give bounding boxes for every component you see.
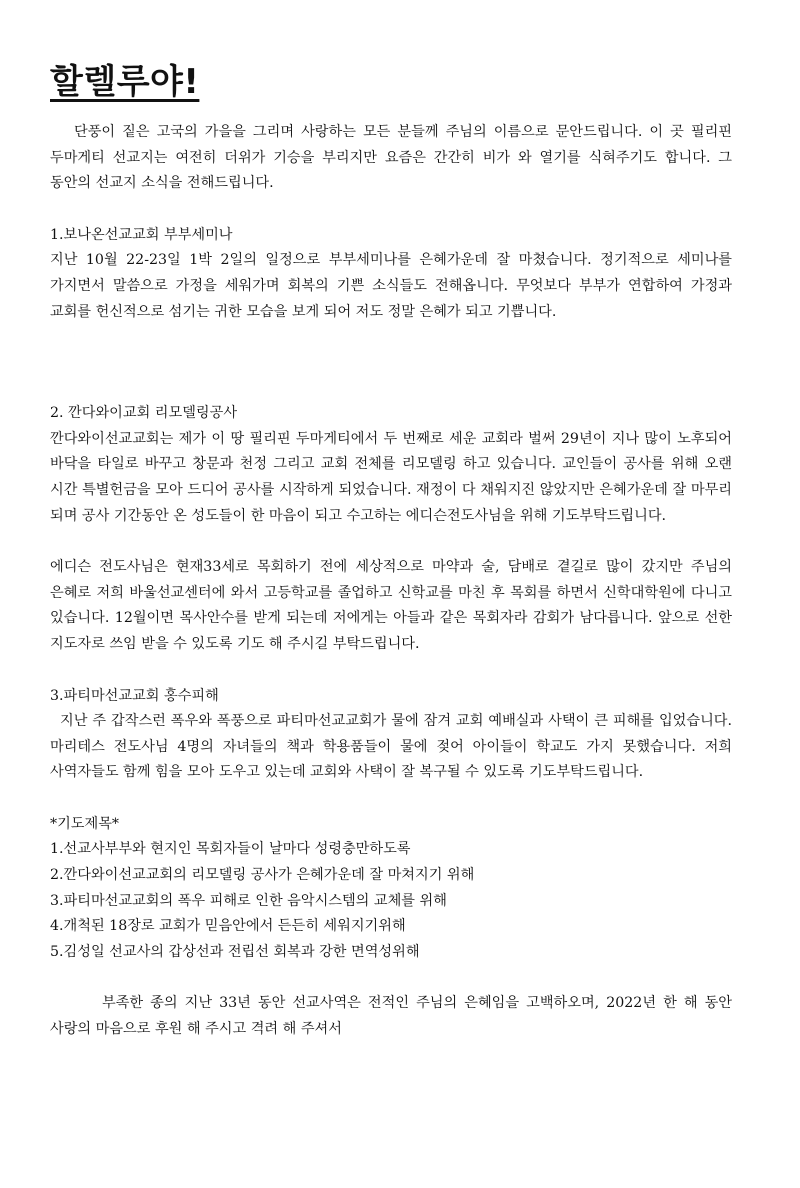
intro-paragraph: 단풍이 짙은 고국의 가을을 그리며 사랑하는 모든 분들께 주님의 이름으로 문안드립니다. 이 곳 필리핀 두마게티 선교지는 여전히 더위가 기승을 부리지만 요즘은 간간히 비가 와 열기를 식혀주기도 합니다. 그 동안의 선교지 소식을 전해드립니다. bbox=[50, 124, 732, 192]
section-flood bbox=[50, 684, 732, 786]
prayer-item: 5.김성일 선교사의 갑상선과 전립선 회복과 강한 면역성위해 bbox=[50, 943, 420, 960]
section-body: 지난 주 갑작스런 폭우와 폭풍으로 파티마선교교회가 물에 잠겨 교회 예배실과 사택이 큰 피해를 입었습니다. 마리테스 전도사님 4명의 자녀들의 책과 학용품들이 물에 젖어 아이들이 학교도 가지 못했습니다. 저희 사역자들도 함께 힘을 모아 도우고 있는데 교회와 사택이 잘 복구될 수 있도록 기도부탁드립니다. bbox=[50, 713, 732, 781]
spacer bbox=[50, 658, 732, 684]
spacer bbox=[50, 197, 732, 223]
section-seminar bbox=[50, 223, 732, 325]
letter-page bbox=[50, 58, 732, 1043]
spacer bbox=[50, 786, 732, 812]
section-heading: 2. 깐다와이교회 리모델링공사 bbox=[50, 405, 238, 422]
prayer-heading: *기도제목* bbox=[50, 815, 120, 832]
section-remodeling bbox=[50, 401, 732, 657]
section-heading: 1.보나온선교교회 부부세미나 bbox=[50, 226, 233, 243]
spacer bbox=[50, 529, 732, 555]
section-body-continued: 에디슨 전도사님은 현재33세로 목회하기 전에 세상적으로 마약과 술, 담배로 곁길로 많이 갔지만 주님의 은혜로 저희 바울선교센터에 와서 고등학교를 졸업하고 신학교를 마친 후 목회를 하면서 신학대학원에 다니고 있습니다. 12월이면 목사안수를 받게 되는데 저에게는 아들과 같은 목회자라 감회가 남다릅니다. 앞으로 선한 지도자로 쓰임 받을 수 있도록 기도 해 주시길 부탁드립니다. bbox=[50, 559, 732, 652]
section-body: 깐다와이선교교회는 제가 이 땅 필리핀 두마게티에서 두 번째로 세운 교회라 벌써 29년이 지나 많이 노후되어 바닥을 타일로 바꾸고 창문과 천정 그리고 교회 전체를 리모델링 하고 있습니다. 교인들이 공사를 위해 오랜 시간 특별헌금을 모아 드디어 공사를 시작하게 되었습니다. 재정이 다 채워지진 않았지만 은혜가운데 잘 마무리 되며 공사 기간동안 온 성도들이 한 마음이 되고 수고하는 에디슨전도사님을 위해 기도부탁드립니다. bbox=[50, 430, 732, 524]
prayer-item: 1.선교사부부와 현지인 목회자들이 날마다 성령충만하도록 bbox=[50, 841, 411, 858]
page-title: 할렐루야! bbox=[50, 62, 200, 102]
prayer-item: 2.깐다와이선교교회의 리모델링 공사가 은혜가운데 잘 마쳐지기 위해 bbox=[50, 867, 475, 884]
section-body: 지난 10월 22-23일 1박 2일의 일정으로 부부세미나를 은혜가운데 잘 마쳤습니다. 정기적으로 세미나를 가지면서 말씀으로 가정을 세워가며 회복의 기쁜 소식들도 전해옵니다. 무엇보다 부부가 연합하여 가정과 교회를 헌신적으로 섬기는 귀한 모습을 보게 되어 저도 정말 은혜가 되고 기쁩니다. bbox=[50, 252, 732, 320]
section-heading: 3.파티마선교교회 홍수피해 bbox=[50, 687, 219, 704]
prayer-list bbox=[50, 837, 732, 965]
prayer-item: 4.개척된 18장로 교회가 믿음안에서 든든히 세워지기위해 bbox=[50, 918, 406, 935]
spacer bbox=[50, 965, 732, 991]
spacer bbox=[50, 325, 732, 401]
prayer-item: 3.파티마선교교회의 폭우 피해로 인한 음악시스템의 교체를 위해 bbox=[50, 892, 447, 909]
prayer-requests bbox=[50, 812, 732, 966]
closing-paragraph: 부족한 종의 지난 33년 동안 선교사역은 전적인 주님의 은혜임을 고백하오며, 2022년 한 해 동안 사랑의 마음으로 후원 해 주시고 격려 해 주셔서 bbox=[50, 995, 732, 1038]
